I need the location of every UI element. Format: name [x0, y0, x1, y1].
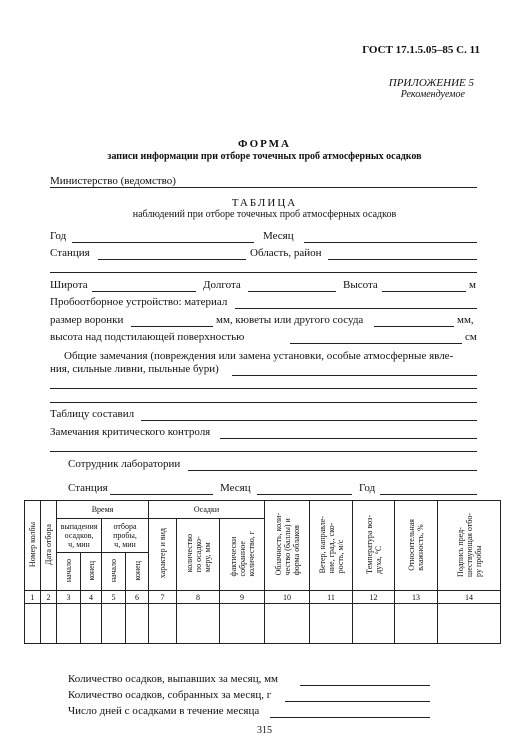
region-label: Область, район: [250, 247, 322, 259]
table-cell[interactable]: [102, 604, 126, 644]
table-cell[interactable]: [177, 604, 220, 644]
column-number: 5: [102, 591, 126, 604]
fallen-field[interactable]: [300, 685, 430, 686]
header-wind: Ветер, направле- ние, град., ско- рость, м/с: [310, 501, 353, 591]
column-number: 4: [81, 591, 102, 604]
appendix-label: ПРИЛОЖЕНИЕ 5: [388, 77, 474, 89]
employee-field[interactable]: [188, 470, 477, 471]
table-cell[interactable]: [149, 604, 177, 644]
altitude-label: Высота: [343, 279, 378, 291]
column-number: 7: [149, 591, 177, 604]
latitude-label: Широта: [50, 279, 88, 291]
month2-label: Месяц: [220, 482, 251, 494]
header-signature: Подпись пред- шествующая отбо- ру пробы: [438, 501, 501, 591]
collected-label: Количество осадков, собранных за месяц, г: [68, 689, 272, 701]
column-number-row: [25, 591, 501, 604]
station2-field[interactable]: [110, 494, 213, 495]
column-number: 9: [220, 591, 265, 604]
header-character: характер и вид: [149, 519, 177, 591]
region-field[interactable]: [328, 259, 477, 260]
column-number: 12: [353, 591, 395, 604]
column-number: 10: [265, 591, 310, 604]
altitude-field[interactable]: [382, 291, 466, 292]
table-cell[interactable]: [25, 604, 41, 644]
header-quantity: количество по осадко- меру, мм: [177, 519, 220, 591]
remarks-line-2: ния, сильные ливни, пыльные бури): [50, 363, 219, 375]
critical-field[interactable]: [220, 438, 477, 439]
table-cell[interactable]: [57, 604, 81, 644]
ministry-label: Министерство (ведомство): [50, 175, 176, 187]
table-cell[interactable]: [220, 604, 265, 644]
header-actual: фактически собранное количество, г: [220, 519, 265, 591]
table-cell[interactable]: [353, 604, 395, 644]
table-row: [25, 604, 501, 644]
remarks-rule-2: [50, 402, 477, 403]
funnel-field[interactable]: [131, 326, 213, 327]
header-temperature: Температура воз- духа, °С: [353, 501, 395, 591]
year-label: Год: [50, 230, 67, 242]
station-field[interactable]: [98, 259, 246, 260]
height-unit: см: [465, 331, 477, 343]
header-cloud: Облачность, коли- чество (баллы) и форма облаков: [265, 501, 310, 591]
month-field[interactable]: [304, 242, 477, 243]
column-number: 6: [126, 591, 149, 604]
year2-label: Год: [359, 482, 376, 494]
ministry-rule: [50, 187, 477, 188]
form-title: ФОРМА: [238, 138, 291, 150]
standard-header: ГОСТ 17.1.5.05–85 С. 11: [362, 44, 480, 56]
device-field[interactable]: [235, 308, 477, 309]
funnel-label: размер воронки: [50, 314, 124, 326]
header-sample-number: Номер колбы: [25, 501, 41, 591]
observation-table: [24, 500, 501, 644]
table-cell[interactable]: [41, 604, 57, 644]
device-label: Пробоотборное устройство: материал: [50, 296, 228, 308]
table-cell[interactable]: [81, 604, 102, 644]
header-fall-start: начало: [57, 553, 81, 591]
height-field[interactable]: [290, 343, 462, 344]
header-fall-end: конец: [81, 553, 102, 591]
header-sampling-start: начало: [102, 553, 126, 591]
employee-label: Сотрудник лаборатории: [68, 458, 181, 470]
compiled-field[interactable]: [141, 420, 477, 421]
station2-label: Станция: [68, 482, 108, 494]
page-number: 315: [257, 725, 272, 736]
form-subtitle: записи информации при отборе точечных проб атмосферных осадков: [107, 151, 422, 162]
column-number: 11: [310, 591, 353, 604]
height-label: высота над подстилающей поверхностью: [50, 331, 245, 343]
table-cell[interactable]: [438, 604, 501, 644]
table-heading-title: ТАБЛИЦА: [231, 197, 298, 209]
vessel-unit: мм,: [457, 314, 474, 326]
header-sampling-time: отбора пробы, ч, мин: [102, 519, 149, 553]
column-number: 3: [57, 591, 81, 604]
fallen-label: Количество осадков, выпавших за месяц, мм: [68, 673, 279, 685]
vessel-field[interactable]: [374, 326, 454, 327]
longitude-field[interactable]: [248, 291, 336, 292]
appendix-status: Рекомендуемое: [400, 89, 465, 100]
latitude-field[interactable]: [92, 291, 196, 292]
days-label: Число дней с осадками в течение месяца: [68, 705, 260, 717]
table-cell[interactable]: [395, 604, 438, 644]
year-field[interactable]: [72, 242, 254, 243]
funnel-unit: мм, кюветы или другого сосуда: [216, 314, 364, 326]
table-cell[interactable]: [310, 604, 353, 644]
compiled-label: Таблицу составил: [50, 408, 135, 420]
month2-field[interactable]: [257, 494, 352, 495]
remarks-line-1: Общие замечания (повреждения или замена установки, особые атмосферные явле-: [64, 350, 454, 362]
altitude-unit: м: [469, 279, 476, 291]
column-number: 8: [177, 591, 220, 604]
longitude-label: Долгота: [203, 279, 241, 291]
critical-label: Замечания критического контроля: [50, 426, 211, 438]
header-fall-time: выпадения осадков, ч, мин: [57, 519, 102, 553]
column-number: 14: [438, 591, 501, 604]
column-number: 13: [395, 591, 438, 604]
remarks-rule-1: [50, 388, 477, 389]
table-heading-subtitle: наблюдений при отборе точечных проб атмосферных осадков: [132, 209, 397, 220]
region-rule: [50, 272, 477, 273]
month-label: Месяц: [263, 230, 294, 242]
critical-rule: [50, 451, 477, 452]
year2-field[interactable]: [380, 494, 477, 495]
column-number: 1: [25, 591, 41, 604]
remarks-field[interactable]: [232, 375, 477, 376]
header-sampling-end: конец: [126, 553, 149, 591]
collected-field[interactable]: [285, 701, 430, 702]
column-number: 2: [41, 591, 57, 604]
days-field[interactable]: [270, 717, 430, 718]
header-sampling-date: Дата отбора: [41, 501, 57, 591]
table-cell[interactable]: [265, 604, 310, 644]
station-label: Станция: [50, 247, 90, 259]
header-time-group: Время: [57, 501, 149, 519]
header-precip-group: Осадки: [149, 501, 265, 519]
table-cell[interactable]: [126, 604, 149, 644]
header-humidity: Относительная влажность, %: [395, 501, 438, 591]
